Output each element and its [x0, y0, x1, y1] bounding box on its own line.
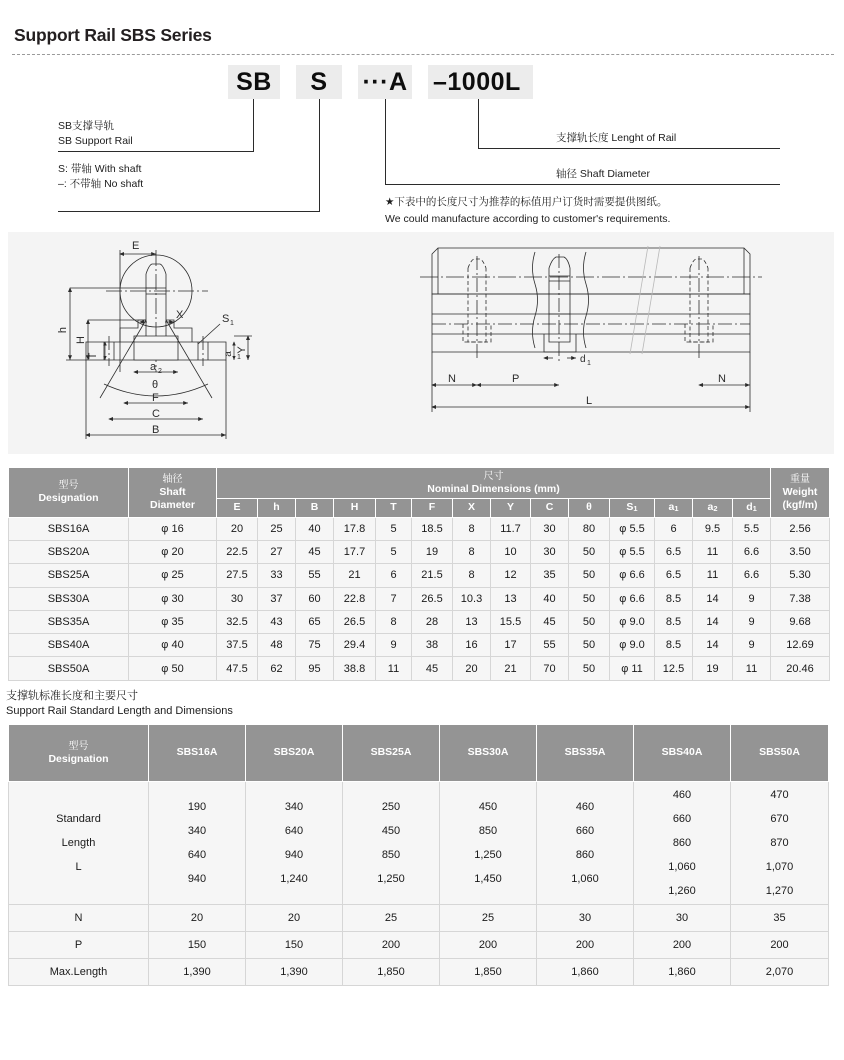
cell-p-sbs40a: 200 [634, 931, 731, 958]
length-caption-en: Support Rail Standard Length and Dimensions [6, 704, 233, 717]
cell-designation: SBS20A [9, 540, 129, 563]
header-model-sbs25a: SBS25A [343, 724, 440, 781]
cell-dim-s: φ 6.6 [610, 587, 655, 610]
length-value: 860 [672, 836, 692, 849]
cell-dim-d: 5.5 [733, 517, 771, 540]
length-value: 190 [187, 800, 207, 813]
cell-dim-h: 48 [258, 634, 296, 657]
svg-text:X: X [176, 308, 184, 321]
cell-p-sbs20a: 150 [246, 931, 343, 958]
header-dim-y: Y [491, 498, 531, 517]
cell-dim-b: 95 [296, 657, 334, 680]
title-divider [12, 54, 834, 55]
leader-underline-diameter [385, 184, 780, 185]
cell-standard-lengths-sbs20a [246, 781, 343, 904]
cell-p-sbs25a: 200 [343, 931, 440, 958]
table-row-p [9, 931, 829, 958]
length-value: 340 [187, 824, 207, 837]
cell-dim-h: 38.8 [334, 657, 376, 680]
code-box-diameter: ···A [358, 65, 412, 99]
cell-dim-e: 32.5 [217, 610, 258, 633]
legend-length-of-rail: 支撑轨长度 Lenght of Rail [556, 131, 677, 144]
cell-max-length-sbs25a: 1,850 [343, 958, 440, 985]
cell-dim-e: 27.5 [217, 564, 258, 587]
legend-support-rail [58, 119, 133, 150]
cell-max-length-sbs20a: 1,390 [246, 958, 343, 985]
cell-dim-c: 70 [531, 657, 569, 680]
legend-no-shaft: –: 不带轴 No shaft [58, 178, 144, 190]
cell-dim-s: φ 9.0 [610, 610, 655, 633]
cell-label-n: N [9, 904, 149, 931]
cell-dim-h: 33 [258, 564, 296, 587]
cell-weight: 3.50 [771, 540, 830, 563]
cell-dim-y: 13 [491, 587, 531, 610]
technical-drawings-svg [8, 232, 834, 454]
cell-dim-: 50 [569, 657, 610, 680]
cell-designation: SBS25A [9, 564, 129, 587]
cell-designation: SBS50A [9, 657, 129, 680]
table-row [9, 657, 830, 680]
cell-dim-a: 11 [693, 564, 733, 587]
table-row [9, 634, 830, 657]
cell-dim-a: 14 [693, 587, 733, 610]
cell-dim-c: 30 [531, 517, 569, 540]
header-dim-e: E [217, 498, 258, 517]
side-view-rail [420, 246, 762, 412]
length-value: 660 [575, 824, 595, 837]
svg-text:1: 1 [587, 359, 591, 367]
length-value: 640 [187, 848, 207, 861]
header-model-sbs35a: SBS35A [537, 724, 634, 781]
cell-dim-a: 12.5 [655, 657, 693, 680]
cell-dim-h: 29.4 [334, 634, 376, 657]
cell-dim-f: 26.5 [412, 587, 453, 610]
cell-dim-a: 6.5 [655, 540, 693, 563]
cell-dim-a: 8.5 [655, 610, 693, 633]
front-view-cross-section [57, 240, 252, 439]
cell-dim-y: 12 [491, 564, 531, 587]
cell-dim-a: 9.5 [693, 517, 733, 540]
length-value: 250 [381, 800, 401, 813]
cell-shaft-diameter: φ 30 [129, 587, 217, 610]
legend-support-rail-en: SB Support Rail [58, 135, 133, 147]
cell-max-length-sbs16a: 1,390 [149, 958, 246, 985]
label-line: Length [61, 836, 96, 849]
cell-standard-lengths-sbs35a [537, 781, 634, 904]
length-caption-cn: 支撑轨标准长度和主要尺寸 [6, 689, 138, 702]
subscript: 1 [633, 503, 638, 513]
cell-p-sbs30a: 200 [440, 931, 537, 958]
cell-p-sbs35a: 200 [537, 931, 634, 958]
cell-dim-b: 60 [296, 587, 334, 610]
length-value: 870 [770, 836, 789, 849]
cell-dim-f: 21.5 [412, 564, 453, 587]
code-box-series: SB [228, 65, 280, 99]
svg-text:2: 2 [158, 367, 162, 375]
cell-standard-lengths-sbs30a [440, 781, 537, 904]
cell-max-length-sbs40a: 1,860 [634, 958, 731, 985]
cell-dim-c: 35 [531, 564, 569, 587]
length-value: 640 [284, 824, 304, 837]
cell-n-sbs35a: 30 [537, 904, 634, 931]
cell-dim-h: 27 [258, 540, 296, 563]
cell-dim-t: 8 [376, 610, 412, 633]
svg-text:E: E [132, 239, 140, 252]
cell-dim-e: 30 [217, 587, 258, 610]
cell-dim-x: 8 [453, 540, 491, 563]
leader-underline-length [478, 148, 780, 149]
cell-standard-length-label [9, 781, 149, 904]
cell-shaft-diameter: φ 25 [129, 564, 217, 587]
order-note-en: We could manufacture according to customer's requirements. [385, 212, 671, 225]
cell-p-sbs16a: 150 [149, 931, 246, 958]
header-designation [9, 467, 129, 517]
svg-text:F: F [152, 391, 159, 404]
cell-dim-x: 8 [453, 517, 491, 540]
leader-line-diameter [385, 99, 386, 185]
cell-dim-h: 22.8 [334, 587, 376, 610]
cell-dim-a: 11 [693, 540, 733, 563]
cell-dim-d: 6.6 [733, 564, 771, 587]
cell-dim-: 50 [569, 587, 610, 610]
leader-line-series [253, 99, 254, 152]
cell-dim-c: 40 [531, 587, 569, 610]
cell-dim-s: φ 11 [610, 657, 655, 680]
svg-text:h: h [57, 326, 69, 333]
cell-shaft-diameter: φ 35 [129, 610, 217, 633]
length-value: 850 [381, 848, 401, 861]
cell-dim-t: 9 [376, 634, 412, 657]
cell-dim-t: 5 [376, 517, 412, 540]
cell-weight: 2.56 [771, 517, 830, 540]
svg-text:T: T [87, 352, 99, 359]
cell-dim-x: 8 [453, 564, 491, 587]
header-shaft-diameter [129, 467, 217, 517]
length-value: 340 [284, 800, 304, 813]
cell-dim-h: 43 [258, 610, 296, 633]
svg-text:Y: Y [236, 345, 248, 354]
cell-dim-t: 7 [376, 587, 412, 610]
length-value: 460 [575, 800, 595, 813]
cell-shaft-diameter: φ 16 [129, 517, 217, 540]
cell-dim-y: 15.5 [491, 610, 531, 633]
cell-dim-c: 45 [531, 610, 569, 633]
table-row [9, 610, 830, 633]
cell-standard-lengths-sbs25a [343, 781, 440, 904]
dim-table-body [9, 517, 830, 680]
legend-support-rail-cn: SB支撑导轨 [58, 119, 115, 132]
cell-dim-x: 10.3 [453, 587, 491, 610]
cell-dim-t: 11 [376, 657, 412, 680]
length-value: 460 [672, 788, 692, 801]
cell-designation: SBS16A [9, 517, 129, 540]
table-row-standard-length [9, 781, 829, 904]
header-dim-a: a2 [693, 498, 733, 517]
header-dim-s: S1 [610, 498, 655, 517]
cell-dim-t: 5 [376, 540, 412, 563]
cell-standard-lengths-sbs16a [149, 781, 246, 904]
header-dim-a: a1 [655, 498, 693, 517]
code-box-shaft-option: S [296, 65, 342, 99]
order-note [385, 194, 670, 228]
legend-with-shaft: S: 带轴 With shaft [58, 162, 142, 175]
header-shaft-en1: Shaft [159, 485, 186, 498]
cell-max-length-sbs50a: 2,070 [731, 958, 829, 985]
cell-weight: 12.69 [771, 634, 830, 657]
header-weight [771, 467, 830, 517]
header-shaft-en2: Diameter [150, 498, 195, 511]
cell-dim-d: 11 [733, 657, 771, 680]
length-value: 450 [381, 824, 401, 837]
svg-text:N: N [718, 372, 726, 385]
svg-text:P: P [512, 372, 520, 385]
header-dim-x: X [453, 498, 491, 517]
svg-text:a: a [150, 360, 157, 373]
cell-dim-f: 45 [412, 657, 453, 680]
cell-weight: 5.30 [771, 564, 830, 587]
svg-text:1: 1 [230, 319, 234, 327]
length-value: 1,250 [474, 848, 502, 861]
header-dim-f: F [412, 498, 453, 517]
header-weight-en2: (kgf/m) [782, 498, 818, 511]
length-value: 860 [575, 848, 595, 861]
cell-dim-b: 75 [296, 634, 334, 657]
cell-shaft-diameter: φ 50 [129, 657, 217, 680]
cell-dim-s: φ 5.5 [610, 540, 655, 563]
length-table-header-row [9, 724, 829, 781]
length-value: 940 [187, 872, 207, 885]
cell-dim-d: 9 [733, 634, 771, 657]
cell-weight: 7.38 [771, 587, 830, 610]
length-value: 1,250 [377, 872, 405, 885]
cell-dim-e: 22.5 [217, 540, 258, 563]
header-dim-h: h [258, 498, 296, 517]
cell-dim-e: 37.5 [217, 634, 258, 657]
dim-table-header-row-1 [9, 467, 830, 498]
cell-dim-a: 19 [693, 657, 733, 680]
header-model-sbs20a: SBS20A [246, 724, 343, 781]
length-value: 1,260 [668, 884, 696, 897]
page-title: Support Rail SBS Series [14, 25, 212, 45]
cell-dim-s: φ 5.5 [610, 517, 655, 540]
subscript: 2 [713, 503, 718, 513]
header-weight-cn: 重量 [790, 473, 811, 485]
cell-shaft-diameter: φ 40 [129, 634, 217, 657]
svg-text:1: 1 [237, 353, 241, 361]
cell-shaft-diameter: φ 20 [129, 540, 217, 563]
length-value: 940 [284, 848, 304, 861]
cell-dim-c: 30 [531, 540, 569, 563]
cell-dim-d: 9 [733, 587, 771, 610]
cell-weight: 9.68 [771, 610, 830, 633]
cell-dim-: 50 [569, 540, 610, 563]
cell-dim-e: 20 [217, 517, 258, 540]
cell-dim-f: 19 [412, 540, 453, 563]
header-dim-c: C [531, 498, 569, 517]
nominal-dimensions-table [8, 467, 830, 681]
cell-dim-y: 10 [491, 540, 531, 563]
cell-dim-a: 8.5 [655, 634, 693, 657]
length-value: 1,070 [765, 860, 794, 873]
cell-dim-e: 47.5 [217, 657, 258, 680]
length-value: 1,270 [765, 884, 794, 897]
header-length-designation-en: Designation [48, 752, 109, 765]
svg-text:C: C [152, 407, 160, 420]
technical-drawing-panel [8, 232, 834, 454]
length-table-body [9, 781, 829, 985]
cell-dim-x: 16 [453, 634, 491, 657]
cell-designation: SBS30A [9, 587, 129, 610]
leader-underline-series [58, 151, 254, 152]
cell-dim-h: 26.5 [334, 610, 376, 633]
cell-dim-c: 55 [531, 634, 569, 657]
length-value: 1,450 [474, 872, 502, 885]
cell-n-sbs20a: 20 [246, 904, 343, 931]
cell-n-sbs40a: 30 [634, 904, 731, 931]
length-value: 670 [770, 812, 789, 825]
cell-max-length-sbs30a: 1,850 [440, 958, 537, 985]
length-value: 470 [770, 788, 789, 801]
cell-dim-y: 11.7 [491, 517, 531, 540]
cell-dim-b: 45 [296, 540, 334, 563]
header-dim-b: B [296, 498, 334, 517]
cell-standard-lengths-sbs40a [634, 781, 731, 904]
header-length-designation-cn: 型号 [68, 740, 89, 752]
label-line: L [75, 860, 82, 873]
svg-text:H: H [75, 335, 87, 344]
cell-dim-f: 38 [412, 634, 453, 657]
table-row-max-length [9, 958, 829, 985]
svg-text:a: a [223, 350, 234, 357]
length-value: 1,060 [571, 872, 599, 885]
cell-dim-b: 55 [296, 564, 334, 587]
cell-dim-s: φ 6.6 [610, 564, 655, 587]
length-value: 1,240 [280, 872, 308, 885]
header-weight-en1: Weight [782, 485, 818, 498]
svg-text:θ: θ [152, 378, 159, 391]
cell-n-sbs16a: 20 [149, 904, 246, 931]
cell-designation: SBS40A [9, 634, 129, 657]
table-row [9, 564, 830, 587]
length-table-caption [6, 689, 844, 719]
cell-dim-s: φ 9.0 [610, 634, 655, 657]
header-group-en: Nominal Dimensions (mm) [427, 482, 560, 495]
length-value: 850 [478, 824, 498, 837]
cell-dim-a: 14 [693, 634, 733, 657]
model-code-diagram [0, 57, 844, 232]
cell-dim-a: 6 [655, 517, 693, 540]
cell-dim-h: 62 [258, 657, 296, 680]
cell-dim-y: 21 [491, 657, 531, 680]
header-model-sbs16a: SBS16A [149, 724, 246, 781]
header-nominal-dimensions-group [217, 467, 771, 498]
cell-p-sbs50a: 200 [731, 931, 829, 958]
header-model-sbs50a: SBS50A [731, 724, 829, 781]
cell-dim-f: 18.5 [412, 517, 453, 540]
cell-dim-d: 6.6 [733, 540, 771, 563]
cell-label-max-length: Max.Length [9, 958, 149, 985]
cell-dim-x: 13 [453, 610, 491, 633]
cell-dim-y: 17 [491, 634, 531, 657]
cell-dim-x: 20 [453, 657, 491, 680]
label-line: Standard [56, 812, 101, 825]
cell-dim-b: 65 [296, 610, 334, 633]
cell-dim-: 80 [569, 517, 610, 540]
header-shaft-cn: 轴径 [162, 473, 183, 485]
header-dim-d: d1 [733, 498, 771, 517]
cell-dim-: 50 [569, 610, 610, 633]
cell-dim-h: 21 [334, 564, 376, 587]
header-dim-t: T [376, 498, 412, 517]
cell-dim-: 50 [569, 634, 610, 657]
header-model-sbs30a: SBS30A [440, 724, 537, 781]
svg-text:d: d [580, 353, 586, 365]
subscript: 1 [752, 503, 757, 513]
header-model-sbs40a: SBS40A [634, 724, 731, 781]
cell-dim-b: 40 [296, 517, 334, 540]
cell-standard-lengths-sbs50a [731, 781, 829, 904]
length-value: 450 [478, 800, 498, 813]
cell-dim-a: 6.5 [655, 564, 693, 587]
table-row [9, 517, 830, 540]
order-note-cn: ★下表中的长度尺寸为推荐的标值用户订货时需要提供图纸。 [385, 195, 668, 208]
subscript: 1 [674, 503, 679, 513]
cell-n-sbs25a: 25 [343, 904, 440, 931]
length-value: 1,060 [668, 860, 696, 873]
table-row [9, 540, 830, 563]
header-dim-h: H [334, 498, 376, 517]
header-designation-cn: 型号 [58, 480, 79, 492]
cell-dim-f: 28 [412, 610, 453, 633]
leader-line-length [478, 99, 479, 149]
header-designation-en: Designation [38, 492, 99, 505]
svg-text:B: B [152, 423, 160, 436]
legend-shaft-diameter: 轴径 Shaft Diameter [556, 167, 650, 180]
cell-dim-a: 14 [693, 610, 733, 633]
cell-dim-t: 6 [376, 564, 412, 587]
svg-text:S: S [222, 312, 230, 325]
code-box-length: –1000L [428, 65, 533, 99]
cell-dim-: 50 [569, 564, 610, 587]
cell-dim-a: 8.5 [655, 587, 693, 610]
standard-length-table [8, 724, 829, 986]
leader-underline-shaft-option [58, 211, 320, 212]
cell-dim-h: 37 [258, 587, 296, 610]
cell-label-p: P [9, 931, 149, 958]
svg-text:N: N [448, 372, 456, 385]
svg-text:L: L [586, 394, 593, 407]
cell-designation: SBS35A [9, 610, 129, 633]
header-length-designation [9, 724, 149, 781]
cell-max-length-sbs35a: 1,860 [537, 958, 634, 985]
cell-dim-h: 25 [258, 517, 296, 540]
cell-weight: 20.46 [771, 657, 830, 680]
table-row [9, 587, 830, 610]
cell-dim-d: 9 [733, 610, 771, 633]
table-row-n [9, 904, 829, 931]
length-value: 660 [672, 812, 692, 825]
header-group-cn: 尺寸 [483, 470, 504, 482]
header-dim-: θ [569, 498, 610, 517]
legend-shaft-option [58, 162, 143, 193]
cell-dim-h: 17.8 [334, 517, 376, 540]
leader-line-shaft-option [319, 99, 320, 212]
cell-dim-h: 17.7 [334, 540, 376, 563]
cell-n-sbs50a: 35 [731, 904, 829, 931]
cell-n-sbs30a: 25 [440, 904, 537, 931]
